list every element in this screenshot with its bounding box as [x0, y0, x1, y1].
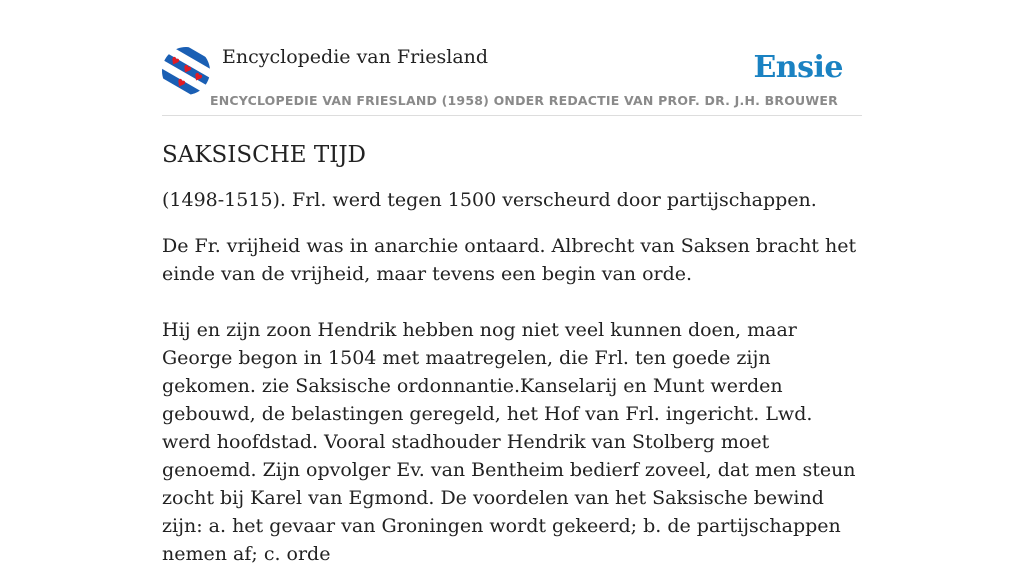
header-divider: [162, 115, 862, 116]
site-subtitle: ENCYCLOPEDIE VAN FRIESLAND (1958) ONDER REDACTIE VAN PROF. DR. J.H. BROUWER: [210, 93, 838, 108]
article-paragraph: (1498-1515). Frl. werd tegen 1500 verscheurd door partijschappen.: [162, 189, 817, 211]
site-title[interactable]: Encyclopedie van Friesland: [222, 46, 489, 68]
article-title: SAKSISCHE TIJD: [162, 142, 366, 168]
frisian-flag-logo-icon[interactable]: [162, 47, 210, 95]
logo-svg: [162, 47, 210, 95]
article-paragraph: Hij en zijn zoon Hendrik hebben nog niet veel kunnen doen, maar George begon in 1504 met maatregelen, die Frl. ten goede zijn gekomen. zie Saksische ordonnantie.Kanselarij en Munt werden gebouwd, de belastingen geregeld, het Hof van Frl. ingericht. Lwd. werd hoofdstad. Vooral stadhouder Hendrik van Stolberg moet genoemd. Zijn opvolger Ev. van Bentheim bedierf zoveel, dat men steun zocht bij Karel van Egmond. De voordelen van het Saksische bewind zijn: a. het gevaar van Groningen wordt gekeerd; b. de partijschappen nemen af; c. orde: [162, 319, 856, 565]
article-paragraph: De Fr. vrijheid was in anarchie ontaard. Albrecht van Saksen bracht het einde van de vrijheid, maar tevens een begin van orde.: [162, 235, 857, 285]
article: [162, 138, 862, 586]
ensie-brand-logo[interactable]: Ensie: [753, 50, 843, 85]
